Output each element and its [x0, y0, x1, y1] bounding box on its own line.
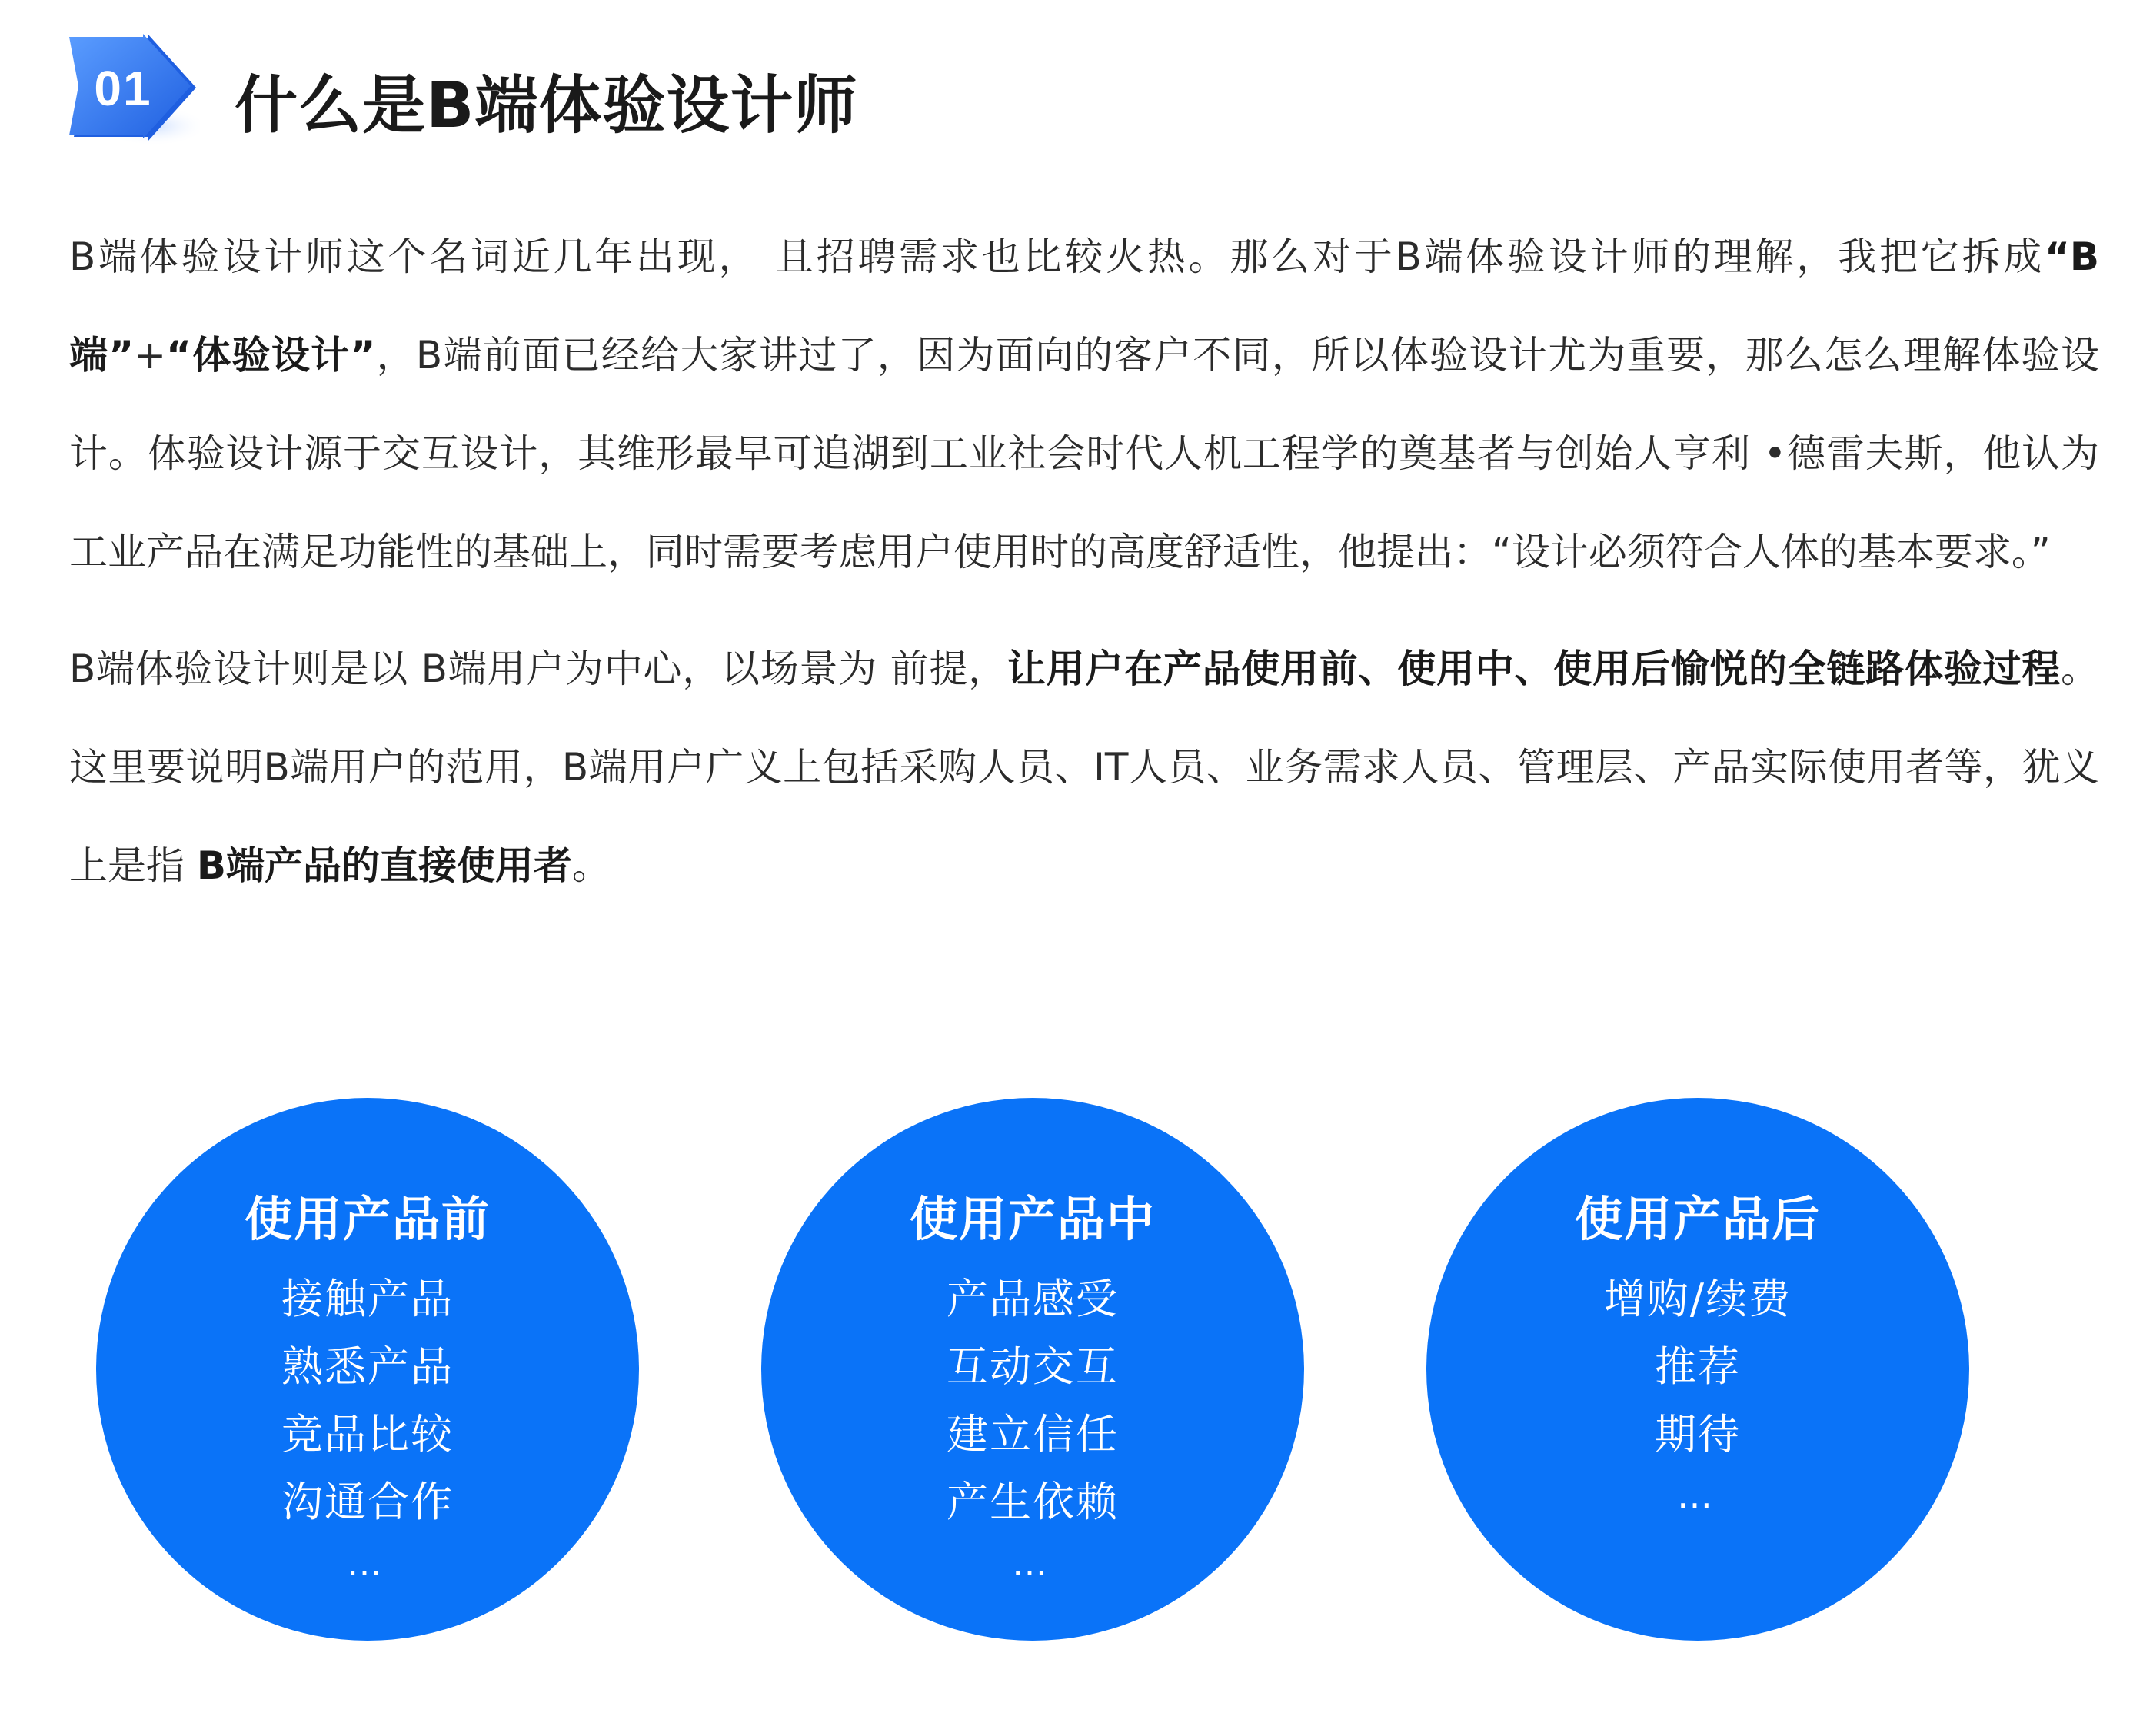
stage-item: 沟通合作 — [281, 1478, 454, 1526]
paragraph-text: ，B端前面已经给大家讲过了，因为面向的客户不同，所以体验设计尤为重要，那么怎么理解体验设计。体验设计源于交互设计，其维形最早可追湖到工业社会时代人机工程学的奠基者与创始人亨利 •德雷夫斯，他认为工业产品在满足功能性的基础上，同时需要考虑用户使用时的高度舒适性，他提出：“设计必须符合人体的基本要求。” — [69, 333, 2099, 574]
stage-circle-after — [1426, 1098, 1969, 1641]
stage-title: 使用产品后 — [1574, 1191, 1821, 1247]
paragraph-1 — [69, 208, 2099, 601]
usage-stage-circles — [0, 1098, 2153, 1644]
section-number-badge — [69, 34, 200, 149]
emphasis-text: B端产品的直接使用者 — [196, 843, 573, 888]
paragraph-2 — [69, 620, 2099, 915]
stage-item: 建立信任 — [947, 1410, 1119, 1458]
stage-item: 增购/续费 — [1603, 1275, 1792, 1323]
stage-item: 推荐 — [1655, 1342, 1741, 1391]
paragraph-text: B端体验设计则是以 B端用户为中心，以场景为 前提， — [69, 647, 1007, 691]
stage-item: 竞品比较 — [281, 1410, 454, 1458]
stage-item: 熟悉产品 — [281, 1342, 454, 1391]
stage-item: 产生依赖 — [947, 1478, 1119, 1526]
paragraph-text: 。这里要说明B端用户的范用，B端用户广义上包括采购人员、IT人员、业务需求人员、管理层、产品实际使用者等，犹义上是指 — [69, 647, 2100, 888]
emphasis-text: 让用户在产品使用前、使用中、使用后愉悦的全链路体验过程 — [1007, 647, 2061, 691]
stage-item: 产品感受 — [947, 1275, 1119, 1323]
paragraph-text: B端体验设计师这个名词近几年出现， 且招聘需求也比较火热。那么对于B端体验设计师的理解，我把它拆成 — [69, 234, 2045, 279]
stage-circle-before — [96, 1098, 639, 1641]
stage-more: … — [347, 1542, 388, 1584]
section-title: 什么是B端体验设计师 — [235, 69, 858, 142]
emphasis-text: “B端” — [69, 234, 2099, 377]
stage-title: 使用产品前 — [244, 1191, 491, 1247]
paragraph-text: + — [134, 333, 167, 377]
stage-item: 期待 — [1655, 1410, 1741, 1458]
stage-more: … — [1677, 1475, 1719, 1516]
stage-more: … — [1012, 1542, 1053, 1584]
stage-circle-during — [761, 1098, 1304, 1641]
article-body — [69, 208, 2099, 915]
stage-item: 接触产品 — [281, 1275, 454, 1323]
stage-item: 互动交互 — [947, 1342, 1119, 1391]
section-header — [69, 34, 992, 157]
paragraph-text: 。 — [572, 843, 611, 888]
stage-title: 使用产品中 — [909, 1191, 1156, 1247]
badge-number: 01 — [94, 61, 152, 116]
emphasis-text: “体验设计” — [166, 333, 376, 377]
